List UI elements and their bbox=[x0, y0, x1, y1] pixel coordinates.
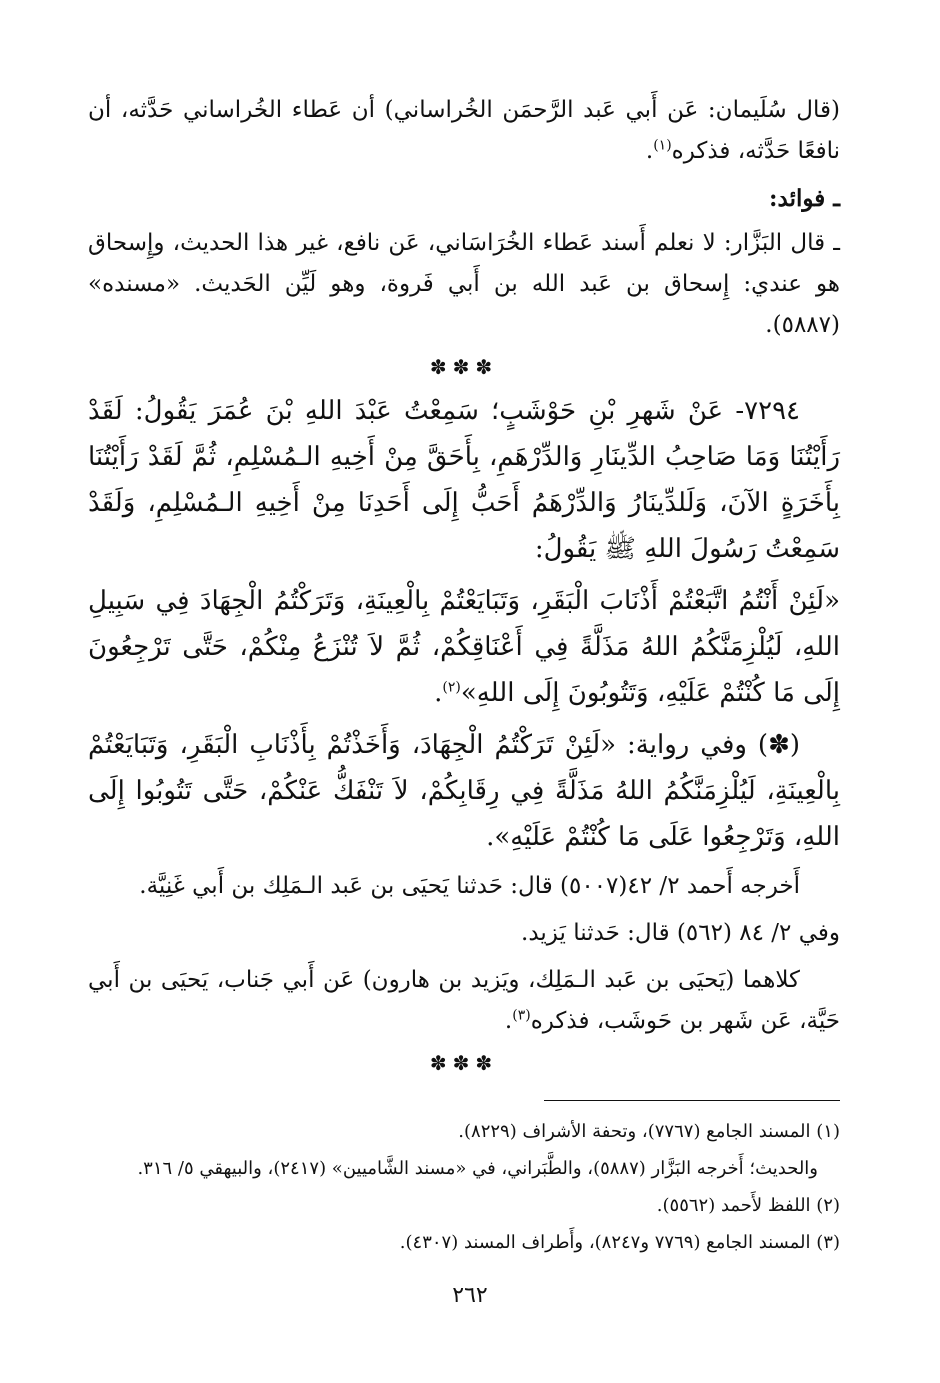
hadith-quote-end: . bbox=[434, 678, 443, 708]
hadith-quote-text: «لَئِنْ أَنْتُمُ اتَّبَعْتُمْ أَذْنَابَ الْبَقَرِ، وَتَبَايَعْتُمْ بِالْعِينَةِ، وَتَرَكْتُمُ الْجِهَادَ فِي سَبِيلِ اللهِ، لَيُلْزِمَنَّكُمُ اللهُ مَذَلَّةً فِي أَعْنَاقِكُمْ، ثُمَّ لاَ تُنْزَعُ مِنْكُمْ، حَتَّى تَرْجِعُونَ إِلَى مَا كُنْتُمْ عَلَيْهِ، وَتَتُوبُونَ إِلَى اللهِ» bbox=[88, 586, 841, 708]
section-separator-1: ✽✽✽ bbox=[429, 355, 499, 379]
footnote-3: (٣) المسند الجامع (٧٧٦٩ و٨٢٤٧)، وأَطراف المسند (٤٣٠٧). bbox=[399, 1232, 840, 1253]
footnote-ref-1[interactable]: (١) bbox=[653, 137, 672, 154]
takhrij-line-3 bbox=[88, 960, 840, 1042]
footnote-divider bbox=[544, 1100, 840, 1101]
intro-paragraph bbox=[88, 90, 840, 172]
hadith-quote bbox=[88, 578, 840, 716]
document-page bbox=[88, 90, 840, 1383]
footnotes-section bbox=[88, 1113, 840, 1261]
takhrij-line-3-end: . bbox=[504, 1008, 513, 1034]
page-number: ٢٦٢ bbox=[452, 1283, 488, 1308]
hadith-paragraph: ٧٢٩٤- عَنْ شَهرِ بْنِ حَوْشَبٍ؛ سَمِعْتُ عَبْدَ اللهِ بْنَ عُمَرَ يَقُولُ: لَقَدْ رَأَيْتُنَا وَمَا صَاحِبُ الدِّينَارِ وَالدِّرْهَمِ، بِأَحَقَّ مِنْ أَخِيهِ الـمُسْلِمِ، ثُمَّ لَقَدْ رَأَيْتُنَا بِأَخَرَةٍ الآنَ، وَلَلدِّينَارُ وَالدِّرْهَمُ أَحَبُّ إِلَى أَحَدِنَا مِنْ أَخِيهِ الـمُسْلِمِ، وَلَقَدْ سَمِعْتُ رَسُولَ اللهِ ﷺ يَقُولُ: bbox=[88, 396, 840, 564]
takhrij-line-3-text: كلاهما (يَحيَى بن عَبد الـمَلِك، ويَزيد بن هارون) عَن أَبي جَناب، يَحيَى بن أَبي حَيَّة، عَن شَهر بن حَوشَب، فذكره bbox=[88, 967, 840, 1034]
footnote-1-continued: والحديث؛ أَخرجه البَزَّار (٥٨٨٧)، والطَّبَراني، في «مسند الشَّاميين» (٢٤١٧)، والبيهقي ٥/ ٣١٦. bbox=[137, 1158, 818, 1179]
intro-text: (قال سُلَيمان: عَن أَبي عَبد الرَّحمَن الخُراساني) أن عَطاء الخُراساني حَدَّثه، أن نافعًا حَدَّثه، فذكره bbox=[88, 97, 840, 164]
footnote-2: (٢) اللفظ لأَحمد (٥٥٦٢). bbox=[656, 1195, 840, 1216]
takhrij-line-1: أَخرجه أَحمد ٢/ ٤٢(٥٠٠٧) قال: حَدثنا يَحيَى بن عَبد الـمَلِك بن أَبي غَنِيَّة. bbox=[139, 873, 800, 899]
intro-end: . bbox=[645, 138, 654, 164]
footnote-ref-3[interactable]: (٣) bbox=[512, 1007, 531, 1024]
footnote-1: (١) المسند الجامع (٧٧٦٧)، وتحفة الأشراف (٨٢٢٩). bbox=[458, 1121, 840, 1142]
footnote-ref-2[interactable]: (٢) bbox=[442, 679, 461, 696]
hadith-variant: (✽) وفي رواية: «لَئِنْ تَرَكْتُمُ الْجِهَادَ، وَأَخَذْتُمْ بِأَذْنَابِ الْبَقَرِ، وَتَبَايَعْتُمْ بِالْعِينَةِ، لَيُلْزِمَنَّكُمُ اللهُ مَذَلَّةً فِي رِقَابِكُمْ، لاَ تَنْفَكُّ عَنْكُمْ، حَتَّى تَتُوبُوا إِلَى اللهِ، وَتَرْجِعُوا عَلَى مَا كُنْتُمْ عَلَيْهِ». bbox=[88, 730, 840, 852]
benefits-heading: ـ فوائد: bbox=[769, 185, 840, 212]
takhrij-line-2: وفي ٢/ ٨٤ (٥٦٢) قال: حَدثنا يَزيد. bbox=[521, 920, 840, 946]
section-separator-2: ✽✽✽ bbox=[429, 1051, 499, 1075]
benefits-paragraph: ـ قال البَزَّار: لا نعلم أَسند عَطاء الخُرَاسَاني، عَن نافع، غير هذا الحديث، وإِسحاق هو عندي: إِسحاق بن عَبد الله بن أَبي فَروة، وهو لَيِّن الحَديث. «مسنده» (٥٨٨٧). bbox=[88, 230, 840, 338]
